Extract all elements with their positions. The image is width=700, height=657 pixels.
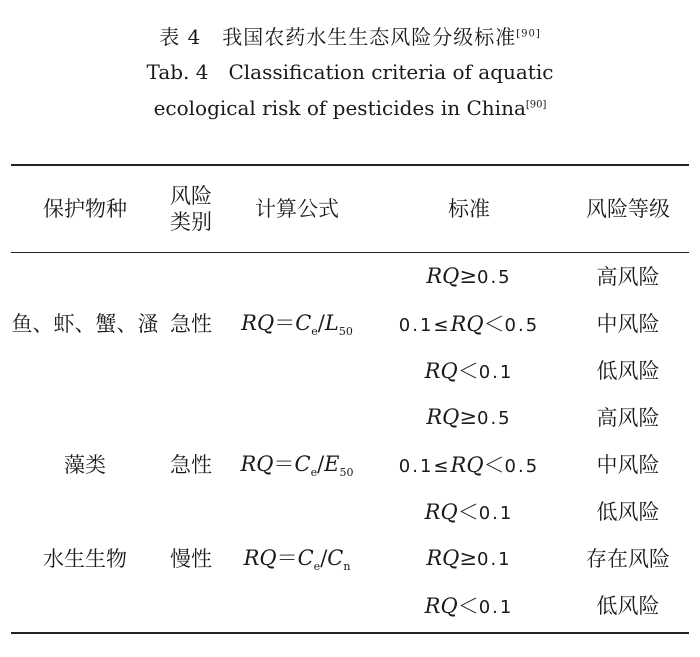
formula-numerator-sub: e [313, 560, 321, 574]
caption-english-line1: Tab. 4 Classification criteria of aquatic [146, 60, 554, 84]
criteria-cell [371, 487, 567, 534]
criteria-value: 0.1 [478, 502, 514, 524]
formula-lhs: RQ [241, 310, 275, 335]
criteria-operator: ＜ [457, 499, 479, 524]
criteria-operator: ＜ [457, 358, 479, 383]
criteria-rq: RQ [426, 545, 460, 570]
criteria-value: 0.5 [504, 455, 540, 477]
risk-type-cell: 急性 [170, 311, 212, 336]
risk-type-cell [159, 252, 223, 299]
formula-denominator: L [324, 310, 339, 335]
risk-type-cell [159, 581, 223, 628]
risk-type-cell [159, 346, 223, 393]
caption-english-ref: [90] [525, 99, 547, 111]
risk-level-cell: 高风险 [596, 405, 660, 430]
header-criteria: 标准 [448, 197, 490, 221]
formula-cell [223, 346, 371, 393]
formula-slash: / [320, 545, 328, 570]
risk-type-cell: 急性 [170, 452, 212, 477]
criteria-cell [371, 393, 567, 440]
table-row [11, 487, 689, 534]
table-header-row [11, 166, 689, 252]
formula-cell [223, 440, 371, 487]
caption-chinese [0, 20, 700, 54]
formula-denominator: C [327, 545, 344, 570]
formula-denominator-sub: n [343, 560, 351, 574]
criteria-value: 0.1 [478, 361, 514, 383]
header-risk-type [159, 166, 223, 252]
formula-equals: ＝ [274, 310, 296, 335]
criteria-operator: ≥ [459, 263, 477, 288]
formula-cell [223, 534, 371, 581]
table-bottom-rule [11, 632, 689, 634]
table-row [11, 346, 689, 393]
formula-equals: ＝ [273, 451, 295, 476]
criteria-cell [371, 534, 567, 581]
formula-equals: ＝ [276, 545, 298, 570]
criteria-rq: RQ [426, 263, 460, 288]
formula-slash: / [317, 310, 325, 335]
criteria-value: 0.5 [477, 266, 512, 288]
criteria-rq: RQ [450, 311, 484, 336]
risk-level-cell: 低风险 [596, 358, 660, 383]
formula-denominator: E [324, 451, 340, 476]
formula-numerator-sub: e [310, 466, 318, 480]
formula-cell [223, 581, 371, 628]
risk-classification-table [11, 166, 689, 628]
risk-level-cell: 低风险 [596, 593, 660, 618]
criteria-value: 0.5 [504, 314, 540, 336]
criteria-cell [371, 581, 567, 628]
species-cell [11, 487, 159, 534]
criteria-cell [371, 440, 567, 487]
risk-level-cell: 高风险 [596, 264, 660, 289]
formula-numerator-sub: e [311, 325, 318, 339]
formula-cell [223, 487, 371, 534]
table-row [11, 393, 689, 440]
risk-type-cell: 慢性 [170, 546, 212, 571]
formula-cell [223, 393, 371, 440]
caption-chinese-title: 表 4 我国农药水生生态风险分级标准 [159, 25, 517, 49]
species-cell [11, 346, 159, 393]
criteria-operator: ＜ [483, 311, 505, 336]
table-body [11, 252, 689, 628]
header-species: 保护物种 [43, 197, 127, 221]
criteria-operator: ＜ [457, 593, 479, 618]
formula-cell [223, 252, 371, 299]
caption-english-line2-text: ecological risk of pesticides in China [153, 96, 526, 120]
criteria-rq: RQ [424, 358, 458, 383]
table-row [11, 581, 689, 628]
risk-level-cell: 存在风险 [586, 546, 670, 571]
table-row [11, 299, 689, 346]
caption-english-line2 [0, 90, 700, 126]
risk-type-cell [159, 487, 223, 534]
species-cell: 藻类 [64, 452, 106, 477]
header-risk-type-text: 风险 类别 [170, 184, 212, 234]
risk-level-cell: 中风险 [596, 311, 660, 336]
criteria-rq: RQ [424, 593, 458, 618]
criteria-operator: ≥ [459, 404, 477, 429]
formula-denominator-sub: 50 [338, 325, 353, 339]
criteria-operator: ＜ [483, 452, 505, 477]
criteria-lower-bound: 0.1≤ [398, 455, 451, 477]
formula-denominator-sub: 50 [339, 466, 354, 480]
formula-numerator: C [295, 310, 312, 335]
criteria-operator: ≥ [459, 545, 477, 570]
criteria-value: 0.5 [477, 407, 512, 429]
criteria-value: 0.1 [478, 596, 514, 618]
formula-numerator: C [297, 545, 314, 570]
criteria-rq: RQ [426, 404, 460, 429]
species-cell: 水生生物 [43, 546, 127, 571]
criteria-value: 0.1 [477, 548, 512, 570]
table-row [11, 534, 689, 581]
table-row [11, 440, 689, 487]
criteria-cell [371, 346, 567, 393]
risk-type-cell [159, 393, 223, 440]
criteria-rq: RQ [424, 499, 458, 524]
formula-numerator: C [294, 451, 311, 476]
header-formula: 计算公式 [255, 197, 339, 221]
species-cell [11, 393, 159, 440]
criteria-cell [371, 299, 567, 346]
header-risk-level: 风险等级 [586, 197, 670, 221]
criteria-rq: RQ [450, 452, 484, 477]
criteria-lower-bound: 0.1≤ [398, 314, 451, 336]
caption-chinese-ref: [90] [516, 28, 541, 40]
species-cell [11, 252, 159, 299]
species-cell: 鱼、虾、蟹、溞 [11, 311, 159, 336]
table-caption [0, 20, 700, 126]
formula-lhs: RQ [243, 545, 277, 570]
table-row [11, 252, 689, 299]
formula-lhs: RQ [240, 451, 274, 476]
criteria-cell [371, 252, 567, 299]
risk-level-cell: 低风险 [596, 499, 660, 524]
formula-cell [223, 299, 371, 346]
formula-slash: / [317, 451, 325, 476]
species-cell [11, 581, 159, 628]
risk-level-cell: 中风险 [596, 452, 660, 477]
